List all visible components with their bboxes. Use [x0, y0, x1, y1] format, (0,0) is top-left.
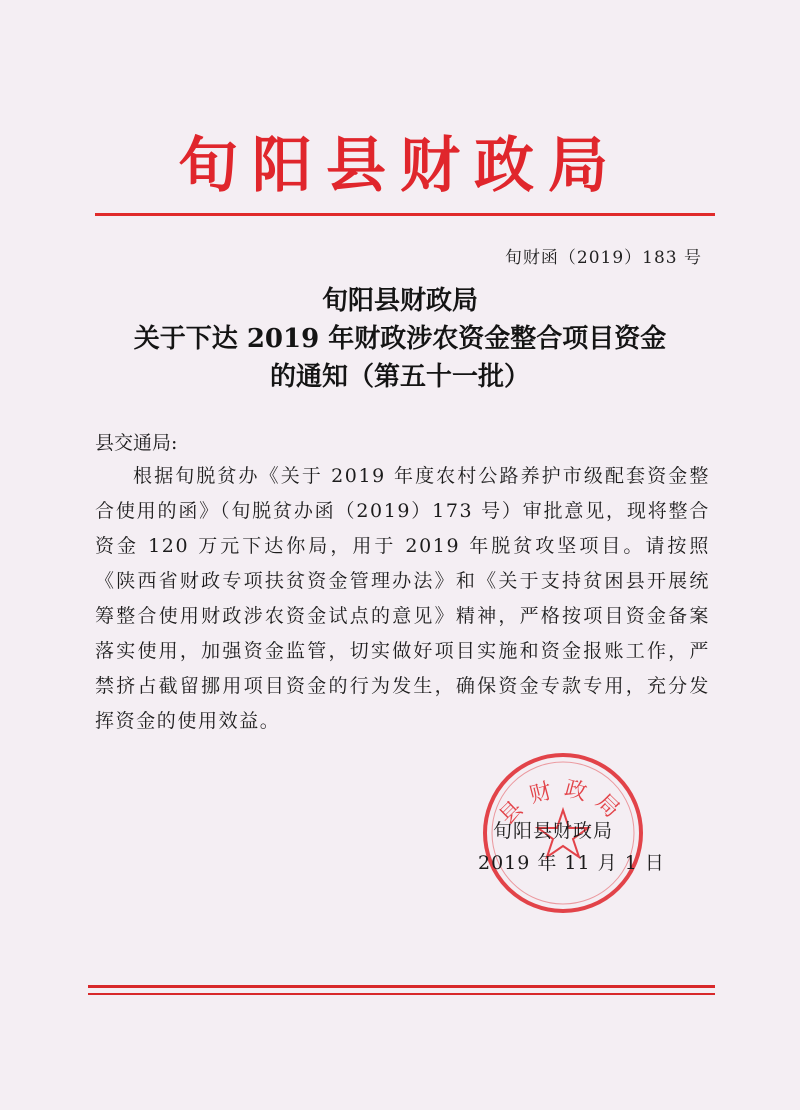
document-number: 旬财函（2019）183 号	[504, 248, 702, 268]
signature-date: 2019 年 11 月 1 日	[478, 852, 665, 874]
signature-organization: 旬阳县财政局	[493, 820, 614, 842]
title-line-3: 的通知（第五十一批）	[269, 362, 530, 392]
recipient-line: 县交通局:	[95, 432, 178, 454]
title-line-2: 关于下达 2019 年财政涉农资金整合项目资金	[133, 324, 667, 354]
body-paragraph: 根据旬脱贫办《关于 2019 年度农村公路养护市级配套资金整合使用的函》（旬脱贫办函（2019）173 号）审批意见，现将整合资金 120 万元下达你局，用于 2019 年脱贫攻坚项目。请按照《陕西省财政专项扶贫资金管理办法》和《关于支持贫困县开展统筹整合使用财政涉农资金试点的意见》精神，严格按项目资金备案落实使用，加强资金监管，切实做好项目实施和资金报账工作，严禁挤占截留挪用项目资金的行为发生，确保资金专款专用，充分发挥资金的使用效益。	[95, 465, 710, 732]
seal-text: 县财政局	[494, 776, 632, 830]
issuer-header: 旬阳县财政局	[178, 131, 622, 201]
document-title	[0, 282, 800, 396]
footer-red-rule-bottom	[88, 993, 715, 995]
header-red-rule	[95, 213, 715, 216]
title-line-1: 旬阳县财政局	[321, 286, 478, 316]
footer-red-rule-top	[88, 985, 715, 988]
